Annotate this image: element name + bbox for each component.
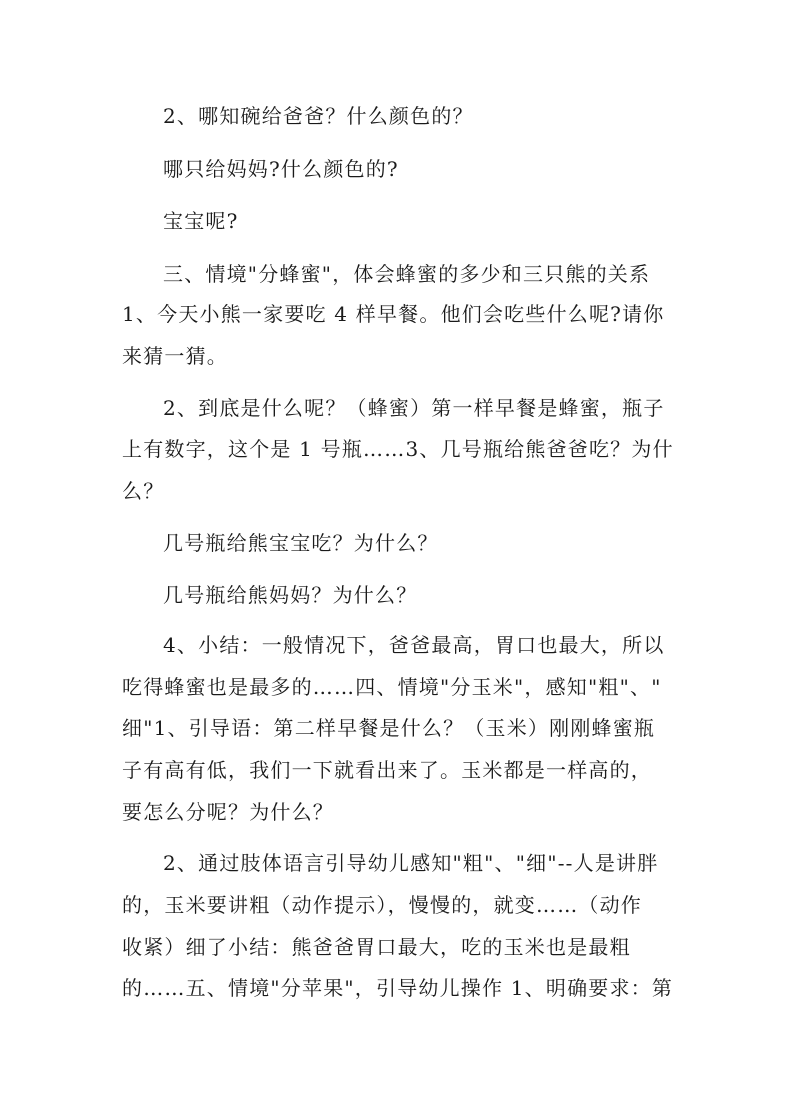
text-line: 哪只给妈妈?什么颜色的? — [163, 157, 399, 181]
text-line: 1、今天小熊一家要吃 4 样早餐。他们会吃些什么呢?请你 — [122, 302, 665, 326]
text-line: 三、情境"分蜂蜜"，体会蜂蜜的多少和三只熊的关系 — [163, 262, 651, 286]
text-line: 几号瓶给熊宝宝吃？为什么？ — [163, 531, 439, 555]
text-line: 2、哪知碗给爸爸？什么颜色的？ — [163, 104, 474, 128]
text-line: 的，玉米要讲粗（动作提示），慢慢的，就变……（动作 — [122, 893, 642, 917]
text-line: 收紧）细了小结：熊爸爸胃口最大，吃的玉米也是最粗 — [122, 935, 631, 959]
text-line: 4、小结：一般情况下，爸爸最高，胃口也最大，所以 — [163, 633, 665, 657]
text-line: 宝宝呢? — [163, 209, 239, 233]
text-line: 2、通过肢体语言引导幼儿感知"粗"、"细"--人是讲胖 — [163, 851, 659, 875]
text-line: 几号瓶给熊妈妈？为什么？ — [163, 583, 418, 607]
text-line: 来猜一猜。 — [122, 344, 228, 368]
text-line: 子有高有低，我们一下就看出来了。玉米都是一样高的， — [122, 758, 652, 782]
text-line: 上有数字，这个是 1 号瓶……3、几号瓶给熊爸爸吃？为什 — [122, 437, 674, 461]
text-line: 2、到底是什么呢？（蜂蜜）第一样早餐是蜂蜜，瓶子 — [163, 396, 665, 420]
text-line: 吃得蜂蜜也是最多的……四、情境"分玉米"，感知"粗"、" — [122, 675, 662, 699]
text-line: 细"1、引导语：第二样早餐是什么？（玉米）刚刚蜂蜜瓶 — [122, 716, 656, 740]
text-line: 的……五、情境"分苹果"，引导幼儿操作 1、明确要求：第 — [122, 976, 674, 1000]
text-line: 要怎么分呢？为什么？ — [122, 800, 334, 824]
text-line: 么？ — [122, 479, 165, 503]
